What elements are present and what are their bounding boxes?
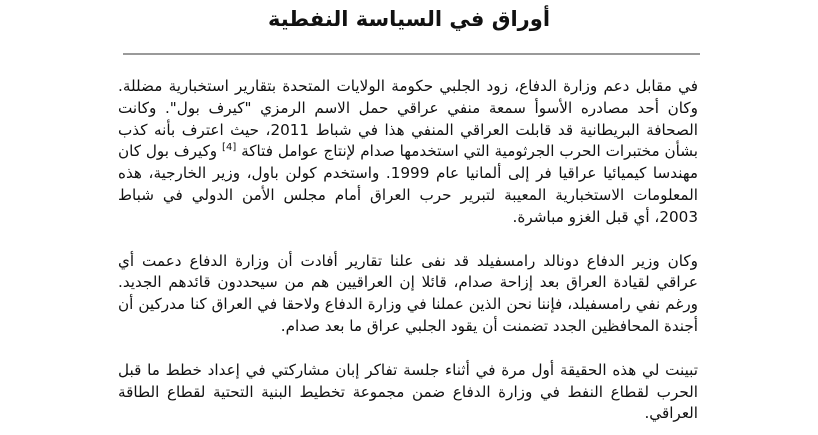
title-divider: [123, 53, 700, 55]
body-text: [118, 76, 698, 435]
paragraph-text: في مقابل دعم وزارة الدفاع، زود الجلبي حكومة الولايات المتحدة بتقارير استخبارية مضللة. وكان أحد مصادره الأسوأ سمعة منفي عراقي حمل الاسم الرمزي "كيرف بول". وكانت الصحافة البريطانية قد قابلت العراقي المنفي هذا في شباط 2011، حيث اعترف بأنه كذب بشأن مختبرات الحرب الجرثومية التي استخدمها صدام لإنتاج عوامل فتاكة: [118, 77, 699, 161]
paragraph-3: [118, 360, 698, 425]
paragraph-2: [118, 251, 698, 338]
paragraph-text: وكيرف بول كان مهندسا كيميائيا عراقيا فر إلى ألمانيا عام 1999. واستخدم كولن باول، وزير الخارجية، هذه المعلومات الاستخبارية المعيبة لتبرير حرب العراق أمام مجلس الأمن الدولي في شباط 2003، أي قبل الغزو مباشرة.: [118, 142, 698, 226]
footnote-ref[interactable]: [4]: [222, 142, 237, 154]
paragraph-text: تبينت لي هذه الحقيقة أول مرة في أثناء جلسة تفاكر إبان مشاركتي في إعداد خطط ما قبل الحرب لقطاع النفط في وزارة الدفاع ضمن مجموعة تخطيط البنية التحتية لقطاع الطاقة العراقي.: [118, 360, 698, 423]
paragraph-text: وكان وزير الدفاع دونالد رامسفيلد قد نفى علنا تقارير أفادت أن وزارة الدفاع دعمت أي عراقي لقيادة العراق بعد إزاحة صدام، قائلا إن العراقيين هم من سيحددون قائدهم الجديد. ورغم نفي رامسفيلد، فإننا نحن الذين عملنا في وزارة الدفاع ولاحقا في العراق كنا مدركين أن أجندة المحافظين الجدد تضمنت أن يقود الجلبي عراق ما بعد صدام.: [118, 251, 698, 335]
paragraph-1: [118, 76, 698, 229]
page-title: أوراق في السياسة النفطية: [267, 7, 551, 31]
